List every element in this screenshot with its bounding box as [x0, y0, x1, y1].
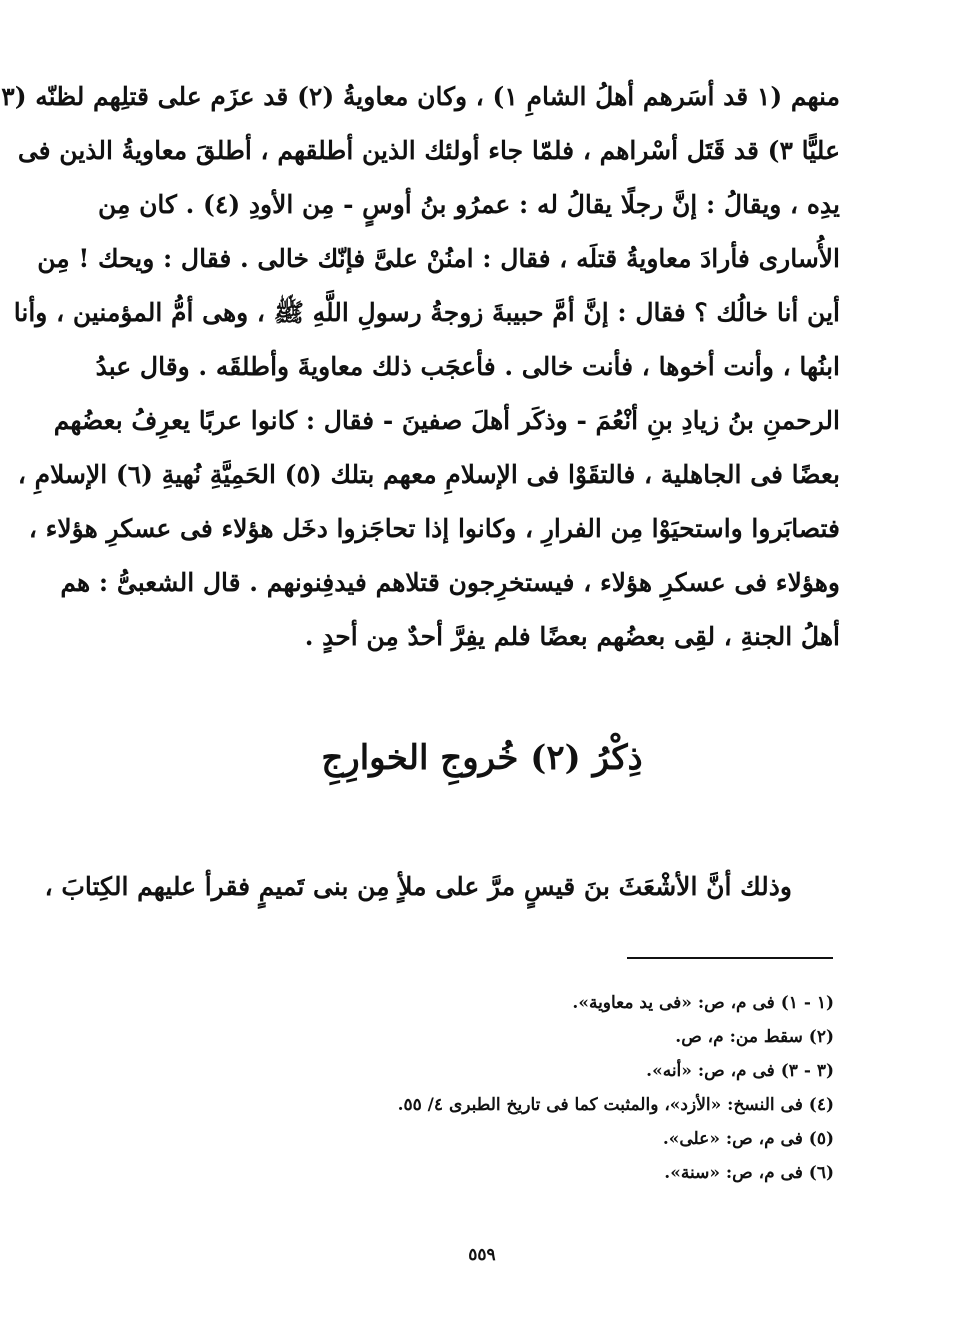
section-title: ذِكْرُ (٢) خُروجِ الخوارِجِ: [321, 738, 643, 778]
body-line-10: وهؤلاء فى عسكرِ هؤلاء ، فيستخرِجون قتلاهم فيدفِنونهم . قال الشعبىُّ : هم: [60, 568, 840, 597]
body-text: [1, 70, 840, 664]
section-intro-line: وذلك أنَّ الأشْعَثَ بنَ قيسٍ مرَّ على ملأٍ مِن بنى تَميمٍ فقرأ عليهم الكِتابَ ،: [44, 872, 792, 901]
footnote-item: (٤) فى النسخ: «الأزد»، والمثبت كما فى تاريخ الطبرى ٤/ ٥٥.: [397, 1095, 834, 1115]
footnote-divider: [627, 957, 833, 959]
body-line-3: يدِه ، ويقالُ : إنَّ رجلًا يقالُ له : عمرُو بنُ أوسٍ - مِن الأودِ (٤) . كان مِن: [97, 190, 840, 219]
body-line-8: بعضًا فى الجاهلية ، فالتقَوْا فى الإسلامِ معهم بتلك (٥) الحَمِيَّةِ نُهيةِ (٦) الإسلامِ ،: [17, 460, 840, 489]
body-line-2: عليًّا ٣) قد قَتَل أسْراهم ، فلمّا جاء أولئك الذين أطلقهم ، أطلقَ معاويةُ الذين فى: [17, 136, 840, 165]
footnote-item: (٢) سقط من: م، ص.: [675, 1027, 834, 1047]
body-line-1: منهم (١ قد أسَرهم أهلُ الشامِ ١) ، وكان معاويةُ (٢) قد عزَم على قتلِهم لظنّه (٣: [1, 82, 840, 111]
page-number: ٥٥٩: [468, 1245, 496, 1265]
footnote-item: (١ - ١) فى م، ص: «فى يد معاوية».: [572, 993, 834, 1013]
footnote-item: (٥) فى م، ص: «على».: [662, 1129, 834, 1149]
body-line-5: أين أنا خالُك ؟ فقال : إنَّ أمَّ حبيبةَ زوجةُ رسولِ اللَّهِ ﷺ ، وهى أمُّ المؤمنين ، وأنا: [13, 298, 840, 327]
body-line-7: الرحمنِ بنُ زيادِ بنِ أنْعُمَ - وذكَر أهلَ صفينَ - فقال : كانوا عربًا يعرِفُ بعضُهم: [53, 406, 840, 435]
footnotes-list: [300, 986, 834, 1190]
body-line-4: الأُسارى فأرادَ معاويةُ قتلَه ، فقال : امنُنْ علىَّ فإنّك خالى . فقال : ويحك ! مِن: [37, 244, 840, 273]
footnote-item: (٣ - ٣) فى م، ص: «أنه».: [646, 1061, 834, 1081]
body-line-9: فتصابَروا واستحيَوْا مِن الفرارِ ، وكانوا إذا تحاجَزوا دخَل هؤلاء فى عسكرِ هؤلاء ،: [28, 514, 840, 543]
body-line-6: ابنُها ، وأنت أخوها ، فأنت خالى . فأعجَب ذلك معاويةَ وأطلقَه . وقال عبدُ: [95, 352, 840, 381]
footnote-item: (٦) فى م، ص: «سنة».: [664, 1163, 834, 1183]
body-line-11: أهلُ الجنةِ ، لقِى بعضُهم بعضًا فلم يفِرَّ أحدٌ مِن أحدٍ .: [304, 622, 840, 651]
